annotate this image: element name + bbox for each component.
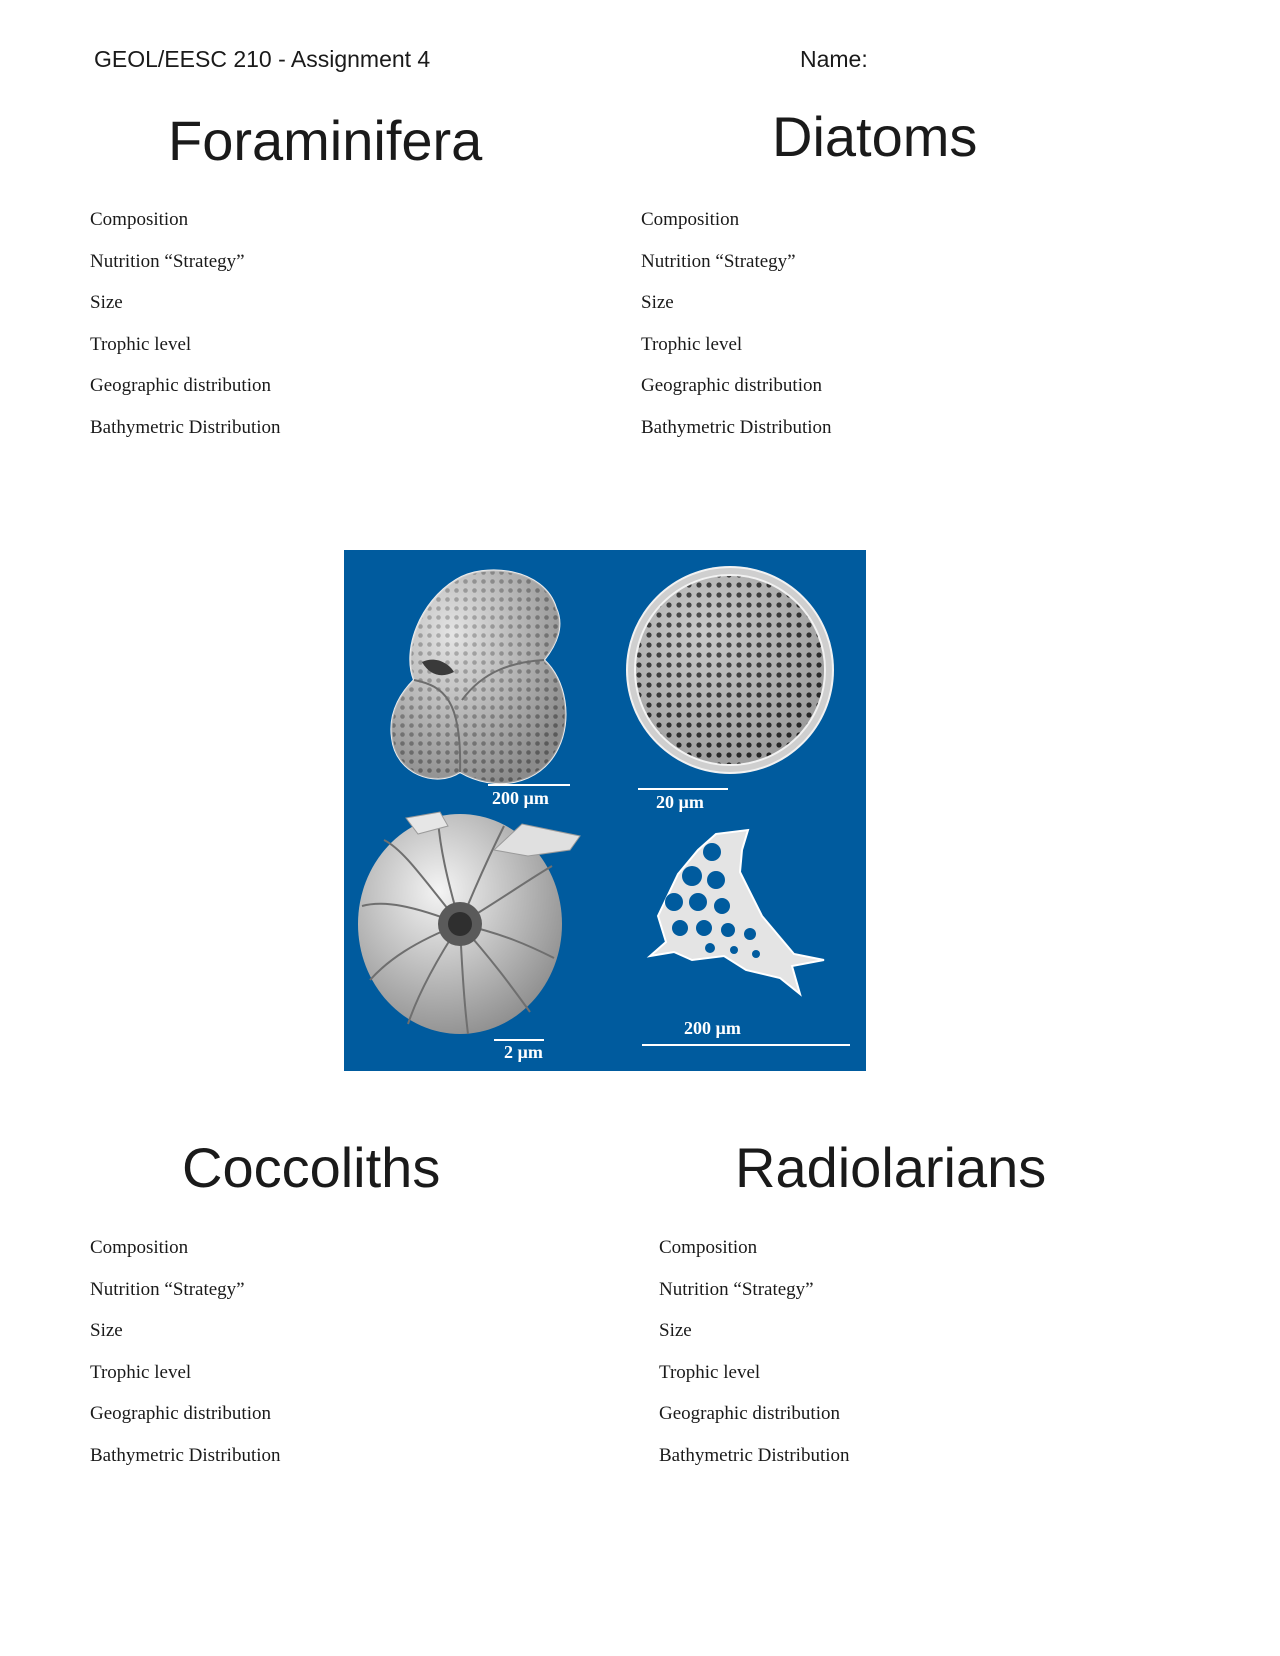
section-title-foraminifera: Foraminifera (168, 109, 483, 172)
field-trophic-level: Trophic level (90, 333, 192, 355)
microfossil-figure (344, 550, 866, 1071)
field-size: Size (90, 1320, 123, 1341)
field-trophic-level: Trophic level (659, 1361, 761, 1383)
scale-label-coccolith: 2 µm (504, 1042, 543, 1062)
course-header: GEOL/EESC 210 - Assignment 4 (94, 46, 431, 72)
field-size: Size (641, 292, 674, 313)
field-nutrition-strategy: Nutrition “Strategy” (659, 1278, 814, 1300)
field-bathymetric-distribution: Bathymetric Distribution (90, 416, 281, 438)
field-nutrition-strategy: Nutrition “Strategy” (90, 1278, 245, 1300)
field-composition: Composition (90, 1237, 189, 1258)
field-bathymetric-distribution: Bathymetric Distribution (90, 1444, 281, 1466)
scale-label-foraminifera: 200 µm (492, 788, 549, 808)
section-title-radiolarians: Radiolarians (735, 1136, 1047, 1199)
field-geographic-distribution: Geographic distribution (641, 375, 822, 396)
scale-label-diatom: 20 µm (656, 792, 704, 812)
field-size: Size (659, 1320, 692, 1341)
field-geographic-distribution: Geographic distribution (90, 375, 271, 396)
field-size: Size (90, 292, 123, 313)
field-bathymetric-distribution: Bathymetric Distribution (659, 1444, 850, 1466)
coccolith-image (358, 812, 580, 1034)
field-nutrition-strategy: Nutrition “Strategy” (641, 250, 796, 272)
field-nutrition-strategy: Nutrition “Strategy” (90, 250, 245, 272)
diatom-image (626, 566, 834, 774)
section-title-coccoliths: Coccoliths (182, 1136, 441, 1199)
field-list-diatoms (641, 208, 832, 457)
field-list-coccoliths (90, 1236, 281, 1485)
field-trophic-level: Trophic level (641, 333, 743, 355)
field-composition: Composition (641, 209, 740, 230)
field-geographic-distribution: Geographic distribution (659, 1403, 840, 1424)
field-list-foraminifera (90, 208, 281, 457)
radiolarian-image (650, 830, 824, 994)
field-composition: Composition (90, 209, 189, 230)
field-bathymetric-distribution: Bathymetric Distribution (641, 416, 832, 438)
field-composition: Composition (659, 1237, 758, 1258)
section-title-diatoms: Diatoms (772, 105, 978, 168)
scale-label-radiolarian: 200 µm (684, 1018, 741, 1038)
foraminifera-image (391, 570, 565, 783)
field-list-radiolarians (659, 1236, 850, 1485)
field-geographic-distribution: Geographic distribution (90, 1403, 271, 1424)
field-trophic-level: Trophic level (90, 1361, 192, 1383)
name-label: Name: (800, 46, 868, 72)
